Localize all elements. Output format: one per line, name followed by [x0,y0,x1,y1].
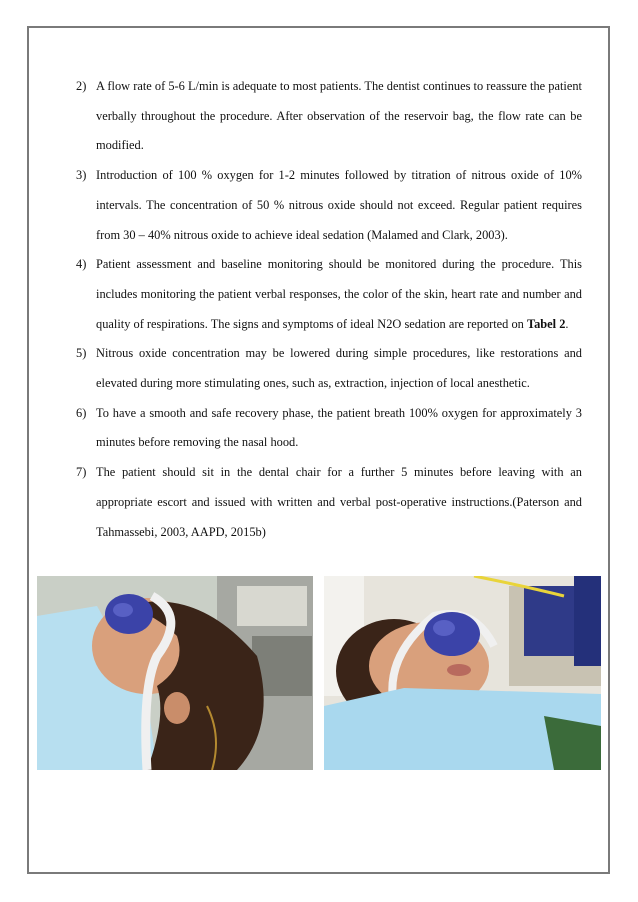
procedure-steps-list [76,72,582,547]
step-number: 5) [76,346,87,361]
step-text: Nitrous oxide concentration may be lowered during simple procedures, like restorations and elevated during more stimulating ones, such as, extraction, injection of local anesthetic. [96,346,582,391]
step-number: 2) [76,79,87,93]
list-item-step-6 [76,399,582,458]
table-reference: Tabel 2 [526,316,566,331]
list-item-step-3 [76,161,582,250]
step-text: Introduction of 100 % oxygen for 1-2 minutes followed by titration of nitrous oxide of 10% intervals. The concentration of 50 % nitrous oxide should not exceed. Regular patient requires from 30 – 40% nitrous oxide to achieve ideal sedation (Malamed and Clark, 2003). [96,168,582,242]
list-item-step-7 [76,458,582,547]
step-text-body: Patient assessment and baseline monitoring should be monitored during the procedure. This includes monitoring the patient verbal responses, the color of the skin, heart rate and number and quality of respirations. The signs and symptoms of ideal N2O sedation are reported on [96,257,582,331]
step-number: 7) [76,465,87,480]
photo-patient-frontal-illustration [324,576,601,770]
step-text-end: . [565,316,569,331]
photo-patient-profile-illustration [37,576,313,770]
photo-patient-profile-nasal-hood [37,576,313,770]
list-item-step-4 [76,250,582,339]
photo-patient-frontal-nasal-hood [324,576,601,770]
list-item-step-2 [76,72,582,161]
step-number: 3) [76,168,87,183]
step-text: A flow rate of 5-6 L/min is adequate to most patients. The dentist continues to reassure the patient verbally throughout the procedure. After observation of the reservoir bag, the flow rate can be modified. [96,79,582,153]
list-item-step-5 [76,339,582,398]
step-text: The patient should sit in the dental chair for a further 5 minutes before leaving with an appropriate escort and issued with written and verbal post-operative instructions.(Paterson and Tahmassebi, 2003, AAPD, 2015b) [96,465,582,539]
step-number: 4) [76,257,87,272]
step-number: 6) [76,405,87,420]
step-text: To have a smooth and safe recovery phase, the patient breath 100% oxygen for approximately 3 minutes before removing the nasal hood. [96,405,582,450]
step-text [96,250,582,339]
